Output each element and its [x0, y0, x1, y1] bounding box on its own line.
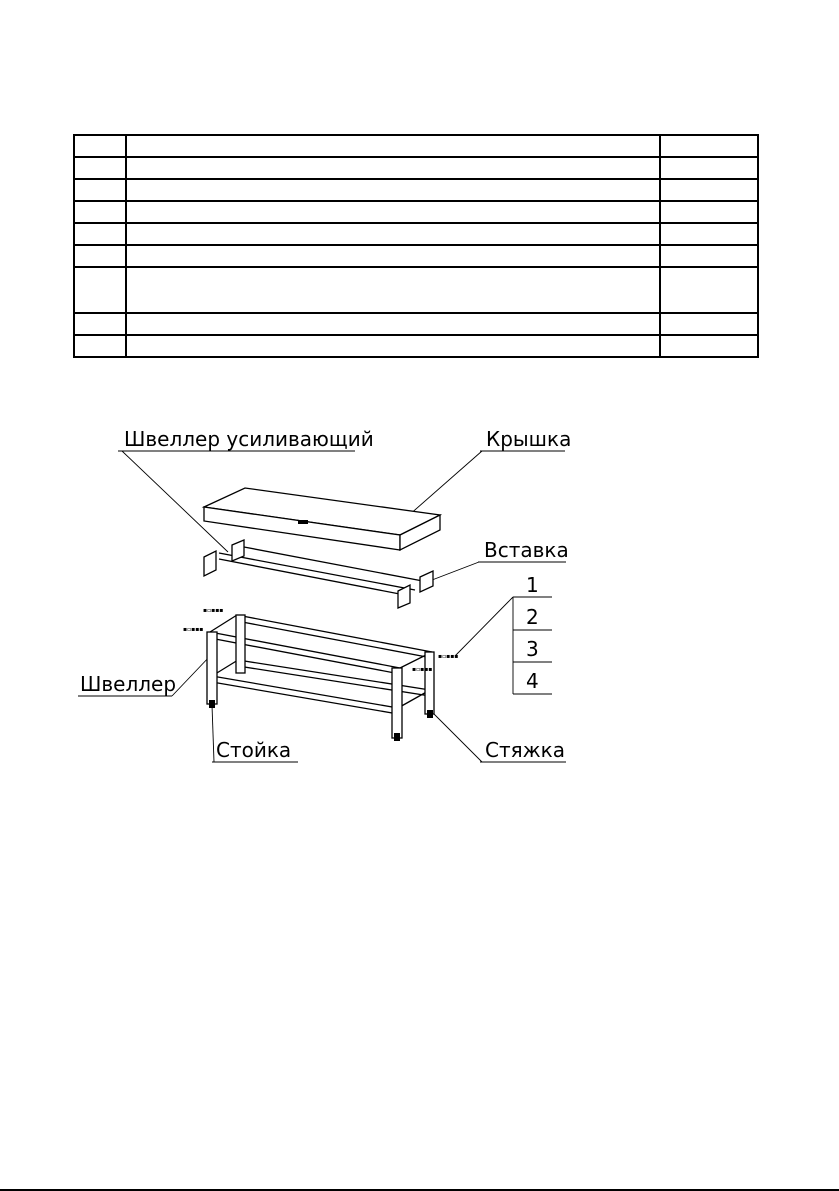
leader-line	[408, 451, 482, 516]
table-row	[74, 245, 758, 267]
leader-line	[455, 597, 513, 656]
frame-foot	[394, 733, 400, 741]
table-row	[74, 313, 758, 335]
frame-leg	[392, 668, 402, 738]
fastener-callout	[455, 573, 552, 694]
table-row	[74, 201, 758, 223]
frame-foot	[427, 710, 433, 718]
fastener-mark: ▪▫▪▪▪	[438, 653, 459, 660]
cell-number	[74, 267, 126, 313]
cell-quantity	[660, 157, 758, 179]
table-row	[74, 135, 758, 157]
assembly-drawing	[0, 415, 839, 775]
frame-part	[207, 615, 434, 741]
insert-part	[420, 571, 433, 592]
channel-end	[398, 585, 410, 608]
fastener-mark: ▪▫▪▪▪	[412, 666, 433, 673]
cell-name	[126, 157, 660, 179]
assembly-drawing-svg	[0, 415, 839, 775]
cell-name	[126, 135, 660, 157]
leader-line	[122, 451, 228, 552]
frame-foot	[209, 700, 215, 708]
frame-rail	[237, 621, 432, 658]
cell-name	[126, 245, 660, 267]
cell-quantity	[660, 267, 758, 313]
callout-number: 4	[526, 669, 539, 693]
cell-number	[74, 179, 126, 201]
table-row	[74, 267, 758, 313]
lid-mark	[298, 520, 308, 524]
frame-leg	[236, 615, 245, 673]
callout-number: 3	[526, 637, 539, 661]
table-row	[74, 157, 758, 179]
leader-line	[432, 562, 479, 580]
lid-part	[204, 488, 440, 550]
cell-name	[126, 201, 660, 223]
cell-number	[74, 313, 126, 335]
parts-table	[73, 134, 759, 358]
cell-number	[74, 223, 126, 245]
cell-quantity	[660, 179, 758, 201]
channel-edge	[244, 547, 428, 582]
leader-line	[432, 712, 482, 762]
label-lid: Крышка	[486, 427, 572, 451]
table-row	[74, 335, 758, 357]
label-brace: Стяжка	[485, 738, 565, 762]
cell-quantity	[660, 135, 758, 157]
cell-number	[74, 201, 126, 223]
callout-number: 2	[526, 605, 539, 629]
frame-rail	[210, 615, 237, 632]
leader-line	[172, 654, 212, 696]
cell-number	[74, 157, 126, 179]
cell-number	[74, 335, 126, 357]
channel-edge	[219, 559, 410, 596]
label-reinforcing-channel: Швеллер усиливающий	[124, 427, 374, 451]
channel-edge	[219, 553, 415, 590]
frame-rail	[237, 615, 432, 652]
cell-name	[126, 267, 660, 313]
label-insert: Вставка	[484, 538, 569, 562]
cell-quantity	[660, 201, 758, 223]
cell-quantity	[660, 313, 758, 335]
label-leg: Стойка	[216, 738, 292, 762]
cell-name	[126, 313, 660, 335]
cell-number	[74, 245, 126, 267]
fastener-mark: ▪▫▪▪▪	[183, 626, 204, 633]
cell-name	[126, 179, 660, 201]
cell-quantity	[660, 245, 758, 267]
fastener-marks	[183, 607, 458, 673]
table-row	[74, 223, 758, 245]
cell-quantity	[660, 223, 758, 245]
leader-line	[212, 705, 214, 762]
cell-quantity	[660, 335, 758, 357]
frame-leg	[425, 652, 434, 714]
callout-number: 1	[526, 573, 539, 597]
label-channel: Швеллер	[80, 672, 177, 696]
cell-name	[126, 335, 660, 357]
table-row	[74, 179, 758, 201]
channel-end	[204, 551, 216, 576]
fastener-mark: ▪▫▪▪▪	[203, 607, 224, 614]
cell-name	[126, 223, 660, 245]
frame-leg	[207, 632, 217, 704]
cell-number	[74, 135, 126, 157]
